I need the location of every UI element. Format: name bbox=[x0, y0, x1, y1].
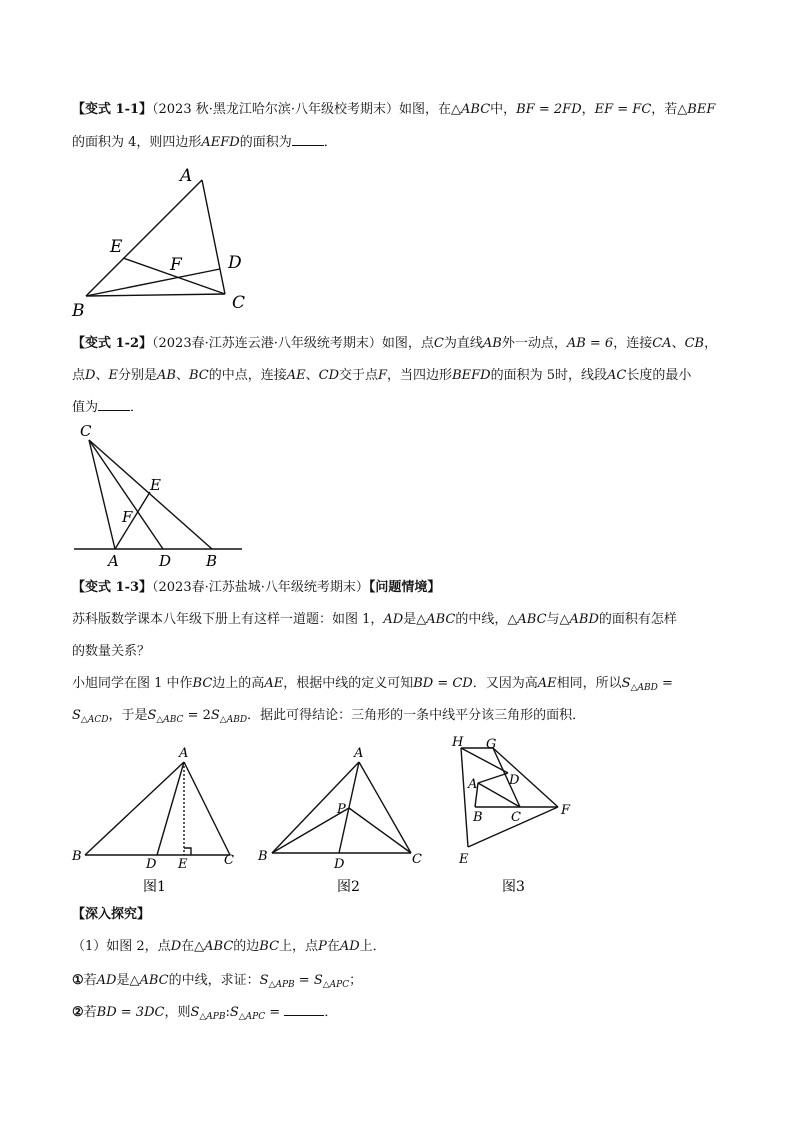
v13-line-5: $S_{\triangle ACD}$，于是$S_{\triangle ABC} = 2S_{\triangle ABD}$．据此可得结论：三角形的一条中线平分该三角形的面积． bbox=[72, 708, 586, 725]
answer-blank bbox=[292, 134, 324, 146]
point-b-label: B bbox=[72, 301, 85, 321]
answer-blank bbox=[284, 1004, 324, 1016]
v11-line-2: 的面积为 4，则四边形AEFD的面积为 ． bbox=[72, 135, 337, 150]
v13-line-7: （1）如图 2，点D在△ABC的边BC上，点P在AD上． bbox=[72, 939, 386, 954]
point-c-label: C bbox=[412, 852, 422, 867]
figure-3-caption: 图3 bbox=[502, 879, 525, 895]
figure-1-caption: 图1 bbox=[143, 879, 166, 895]
point-e-label: E bbox=[150, 476, 161, 494]
point-c-label: C bbox=[80, 422, 92, 440]
point-b-label: B bbox=[72, 849, 82, 864]
v13-line-6 bbox=[72, 906, 150, 924]
section-heading: 【问题情境】 bbox=[368, 580, 441, 595]
point-d-label: D bbox=[146, 857, 157, 872]
point-b-label: B bbox=[206, 552, 218, 570]
point-c-label: C bbox=[511, 810, 521, 825]
point-e-label: E bbox=[110, 237, 123, 257]
point-b-label: B bbox=[473, 810, 483, 825]
v11-figure bbox=[60, 160, 260, 320]
point-a-label: A bbox=[468, 777, 478, 792]
answer-blank bbox=[98, 399, 130, 411]
point-a-label: A bbox=[180, 166, 193, 186]
point-f-label: F bbox=[561, 803, 571, 818]
point-f-label: F bbox=[122, 508, 133, 526]
point-c-label: C bbox=[232, 293, 246, 313]
point-c-label: C bbox=[224, 853, 234, 868]
point-d-label: D bbox=[228, 253, 242, 273]
figure-2 bbox=[255, 740, 435, 900]
v13-line-2: 苏科版数学课本八年级下册上有这样一道题：如图 1，AD是△ABC的中线，△ABC与△ABD的面积有怎样 bbox=[72, 612, 677, 627]
v11-label: 【变式 1-1】 bbox=[72, 102, 153, 117]
point-p-label: P bbox=[337, 802, 346, 817]
point-e-label: E bbox=[459, 852, 469, 867]
v12-line-1: 【变式 1-2】（2023春·江苏连云港·八年级统考期末）如图，点C为直线AB外一动点，AB = 6，连接CA、CB， bbox=[72, 336, 718, 351]
point-e-label: E bbox=[178, 857, 188, 872]
point-b-label: B bbox=[258, 849, 268, 864]
point-f-label: F bbox=[170, 255, 182, 275]
point-a-label: A bbox=[108, 552, 119, 570]
figure-2-caption: 图2 bbox=[337, 879, 360, 895]
point-d-label: D bbox=[334, 857, 345, 872]
point-a-label: A bbox=[179, 746, 189, 761]
v13-line-3: 的数量关系？ bbox=[72, 644, 151, 659]
v12-line-3: 值为 ． bbox=[72, 400, 144, 415]
point-g-label: G bbox=[486, 737, 497, 752]
v11-line-1: 【变式 1-1】（2023 秋·黑龙江哈尔滨·八年级校考期末）如图，在△ABC中，BF = 2FD，EF = FC，若△BEF bbox=[72, 102, 716, 117]
v12-line-2: 点D、E分别是AB、BC的中点，连接AE、CD交于点F，当四边形BEFD的面积为 5时，线段AC长度的最小 bbox=[72, 368, 692, 383]
v13-line-4: 小旭同学在图 1 中作BC边上的高AE，根据中线的定义可知BD = CD．又因为高AE相同，所以$S_{\triangle ABD}$ = bbox=[72, 676, 673, 693]
v12-figure bbox=[70, 420, 250, 570]
section-heading-explore: 【深入探究】 bbox=[72, 907, 151, 922]
v13-line-1: 【变式 1-3】（2023春·江苏盐城·八年级统考期末）【问题情境】 bbox=[72, 580, 441, 595]
point-h-label: H bbox=[452, 735, 464, 750]
v13-line-8: ①若AD是△ABC的中线，求证：$S_{\triangle APB} = S_{\triangle APC}$； bbox=[72, 973, 363, 990]
v13-label: 【变式 1-3】 bbox=[72, 580, 153, 595]
figure-1 bbox=[70, 740, 250, 900]
v12-label: 【变式 1-2】 bbox=[72, 336, 153, 351]
point-d-label: D bbox=[159, 552, 172, 570]
point-d-label: D bbox=[509, 773, 520, 788]
point-a-label: A bbox=[354, 746, 364, 761]
v13-line-9: ②若BD = 3DC，则$S_{\triangle APB}:S_{\triangle APC}$ = ． bbox=[72, 1005, 338, 1022]
figure-3 bbox=[445, 726, 595, 901]
